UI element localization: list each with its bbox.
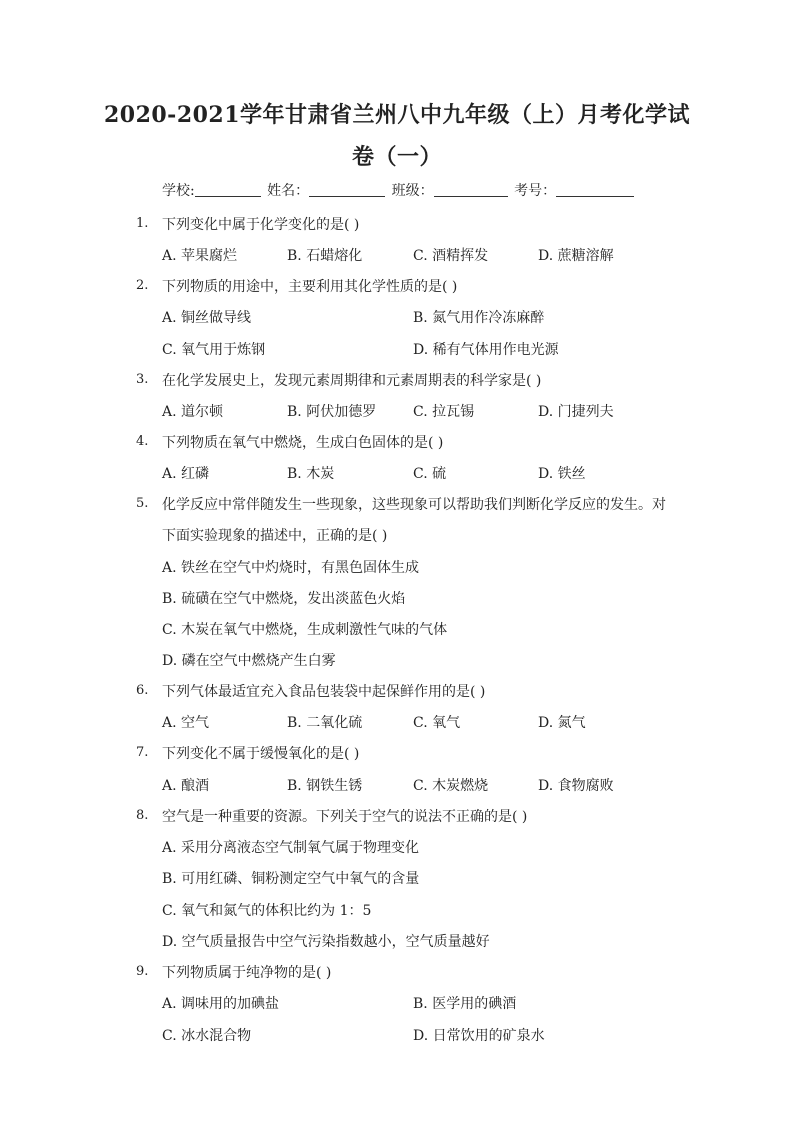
- question-number: 6.: [136, 683, 149, 698]
- option-c: C. 酒精挥发: [413, 248, 489, 264]
- option-b: B. 阿伏加德罗: [287, 404, 377, 420]
- class-label: 班级：: [391, 183, 434, 199]
- question-number: 4.: [136, 434, 149, 449]
- question-number: 3.: [136, 372, 149, 387]
- option-d: D. 铁丝: [538, 466, 586, 482]
- option-d: D. 蔗糖溶解: [538, 248, 614, 264]
- exam-title-line1: 2020-2021学年甘肃省兰州八中九年级（上）月考化学试: [103, 102, 691, 128]
- question-text: 化学反应中常伴随发生一些现象，这些现象可以帮助我们判断化学反应的发生。对: [162, 497, 666, 513]
- question-text: 空气是一种重要的资源。下列关于空气的说法不正确的是( ): [162, 809, 528, 825]
- option-a: A. 铜丝做导线: [162, 310, 252, 326]
- option-d: D. 空气质量报告中空气污染指数越小，空气质量越好: [162, 934, 490, 950]
- option-d: D. 磷在空气中燃烧产生白雾: [162, 653, 336, 669]
- exam-number-blank: [556, 195, 634, 197]
- option-b: B. 氮气用作冷冻麻醉: [413, 310, 545, 326]
- question-text: 下列物质的用途中，主要利用其化学性质的是( ): [162, 279, 458, 295]
- name-blank: [309, 195, 385, 197]
- exam-number-label: 考号：: [514, 183, 557, 199]
- question-number: 5.: [136, 496, 149, 511]
- option-c: C. 氧气: [413, 715, 461, 731]
- question-text: 下列物质属于纯净物的是( ): [162, 965, 332, 981]
- question-text: 下列物质在氧气中燃烧，生成白色固体的是( ): [162, 435, 444, 451]
- question-text: 下列气体最适宜充入食品包装袋中起保鲜作用的是( ): [162, 684, 486, 700]
- exam-title-line2: 卷（一）: [351, 144, 442, 170]
- option-d: D. 食物腐败: [538, 778, 614, 794]
- question-number: 7.: [136, 745, 149, 760]
- option-a: A. 红磷: [162, 466, 210, 482]
- option-c: C. 氧气和氮气的体积比约为 1：5: [162, 903, 372, 919]
- question-text: 在化学发展史上，发现元素周期律和元素周期表的科学家是( ): [162, 373, 542, 389]
- question-number: 1.: [136, 216, 149, 231]
- option-b: B. 石蜡熔化: [287, 248, 363, 264]
- question-text-continued: 下面实验现象的描述中，正确的是( ): [162, 528, 388, 544]
- option-c: C. 木炭燃烧: [413, 778, 489, 794]
- class-blank: [434, 195, 508, 197]
- option-c: C. 冰水混合物: [162, 1028, 252, 1044]
- school-label: 学校:: [162, 183, 195, 199]
- question-number: 8.: [136, 808, 149, 823]
- option-d: D. 日常饮用的矿泉水: [413, 1028, 545, 1044]
- option-c: C. 木炭在氧气中燃烧，生成刺激性气味的气体: [162, 622, 448, 638]
- option-d: D. 稀有气体用作电光源: [413, 342, 559, 358]
- option-a: A. 采用分离液态空气制氧气属于物理变化: [162, 840, 420, 856]
- option-d: D. 氮气: [538, 715, 586, 731]
- question-text: 下列变化不属于缓慢氧化的是( ): [162, 746, 360, 762]
- option-c: C. 氧气用于炼钢: [162, 342, 266, 358]
- question-number: 2.: [136, 278, 149, 293]
- option-b: B. 可用红磷、铜粉测定空气中氧气的含量: [162, 871, 420, 887]
- school-blank: [195, 195, 261, 197]
- question-number: 9.: [136, 964, 149, 979]
- option-b: B. 二氧化硫: [287, 715, 363, 731]
- name-label: 姓名：: [267, 183, 310, 199]
- option-a: A. 铁丝在空气中灼烧时，有黑色固体生成: [162, 560, 420, 576]
- option-b: B. 钢铁生锈: [287, 778, 363, 794]
- option-a: A. 调味用的加碘盐: [162, 996, 280, 1012]
- option-b: B. 木炭: [287, 466, 335, 482]
- option-a: A. 空气: [162, 715, 210, 731]
- question-text: 下列变化中属于化学变化的是( ): [162, 217, 360, 233]
- student-info-line: [162, 180, 636, 200]
- option-c: C. 拉瓦锡: [413, 404, 475, 420]
- option-a: A. 酿酒: [162, 778, 210, 794]
- option-a: A. 道尔顿: [162, 404, 224, 420]
- option-b: B. 硫磺在空气中燃烧，发出淡蓝色火焰: [162, 591, 406, 607]
- option-d: D. 门捷列夫: [538, 404, 614, 420]
- option-b: B. 医学用的碘酒: [413, 996, 517, 1012]
- option-c: C. 硫: [413, 466, 447, 482]
- option-a: A. 苹果腐烂: [162, 248, 238, 264]
